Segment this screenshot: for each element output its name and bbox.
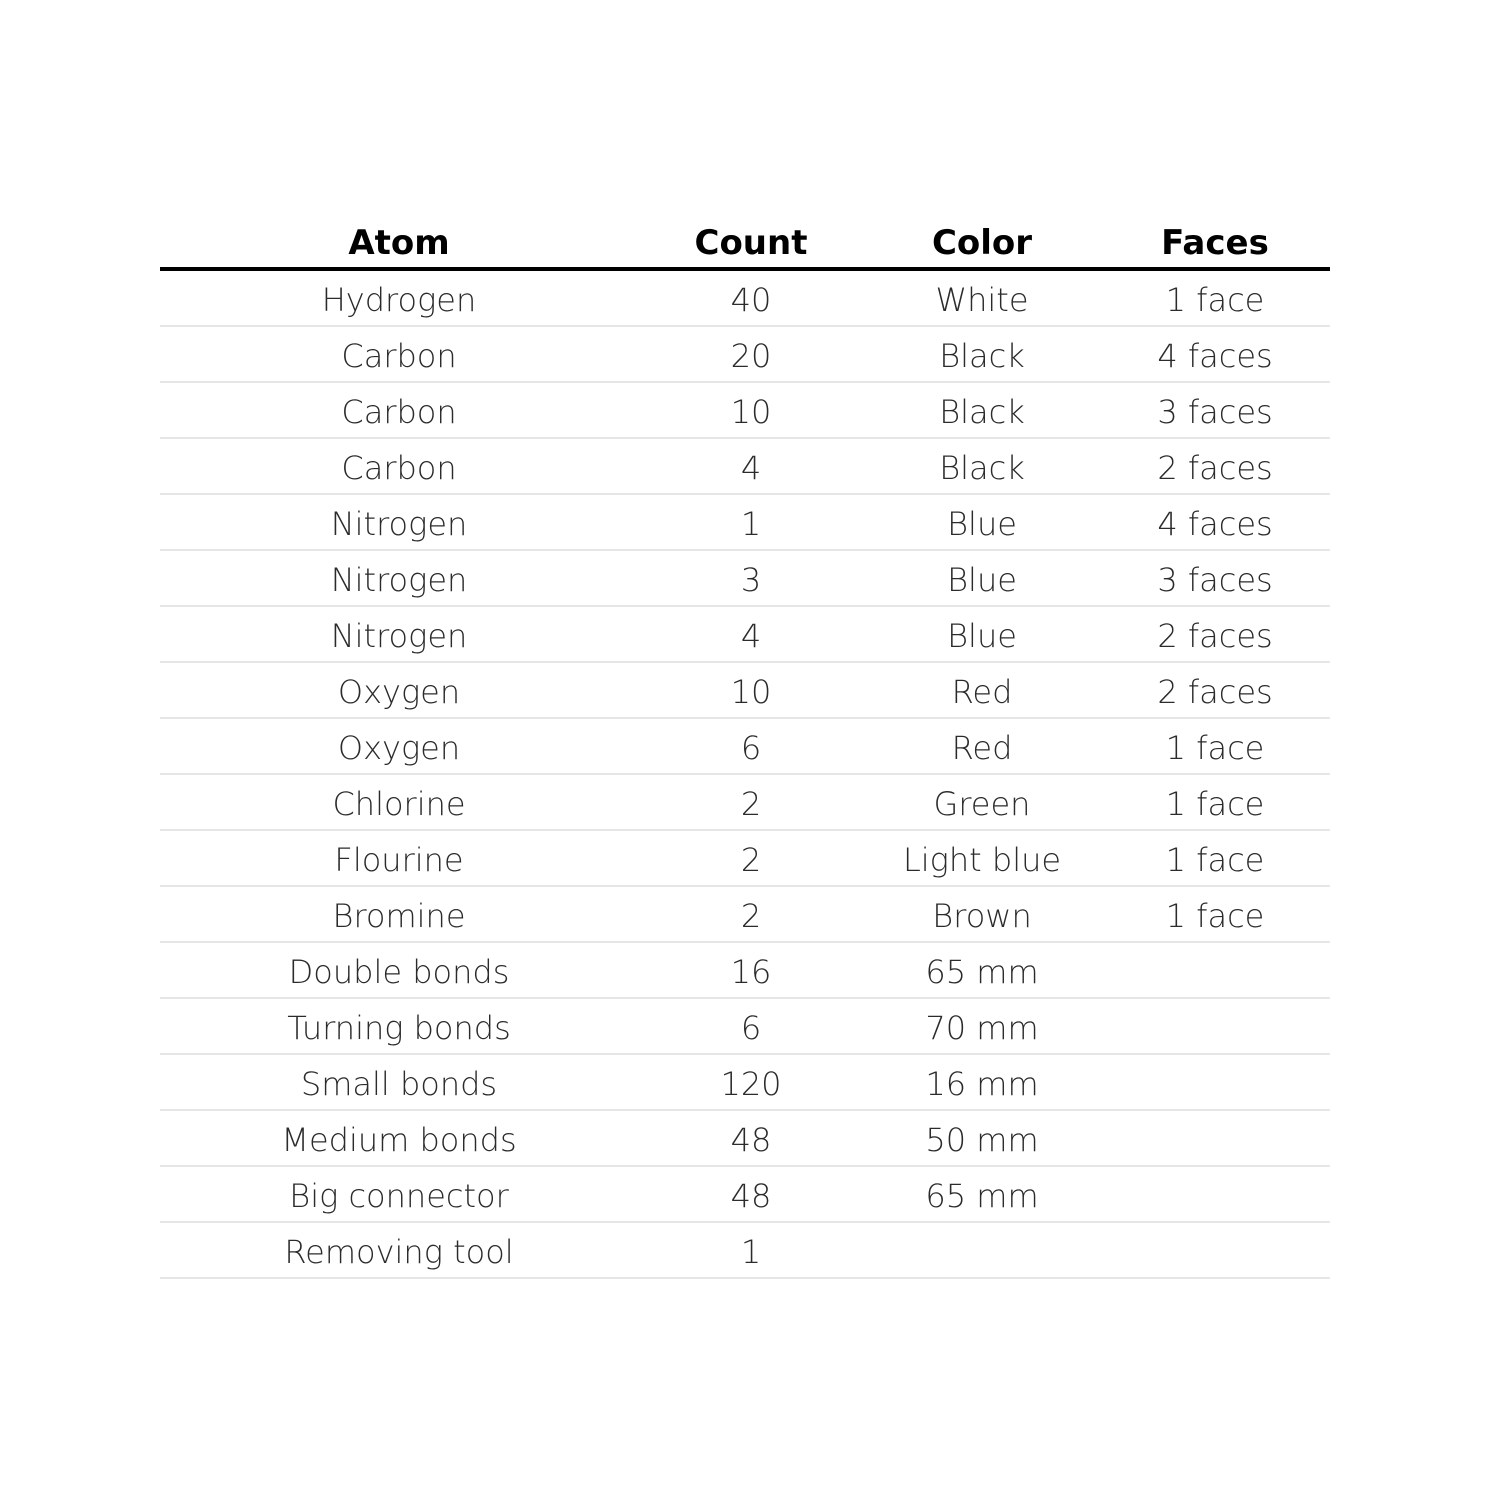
cell-faces [1100, 999, 1330, 1053]
cell-atom: Flourine [334, 841, 464, 879]
table-header-row [160, 215, 1330, 271]
cell-faces: 3 faces [1157, 561, 1273, 599]
cell-count: 10 [730, 393, 772, 431]
cell-color: Blue [947, 617, 1017, 655]
header-atom: Atom [348, 223, 450, 263]
cell-faces [1100, 1167, 1330, 1221]
table-row [160, 999, 1330, 1055]
cell-faces: 1 face [1165, 281, 1265, 319]
cell-count: 48 [730, 1177, 772, 1215]
cell-count: 40 [730, 281, 772, 319]
cell-count: 3 [740, 561, 762, 599]
table-row [160, 1055, 1330, 1111]
cell-faces: 1 face [1165, 897, 1265, 935]
cell-faces: 1 face [1165, 729, 1265, 767]
cell-color: 50 mm [925, 1121, 1039, 1159]
cell-atom: Nitrogen [330, 617, 468, 655]
cell-color: Black [939, 337, 1025, 375]
table-row [160, 1223, 1330, 1279]
cell-count: 20 [730, 337, 772, 375]
cell-color [864, 1223, 1100, 1277]
table-row [160, 831, 1330, 887]
cell-faces: 4 faces [1157, 505, 1273, 543]
cell-atom: Big connector [289, 1177, 509, 1215]
table-row [160, 663, 1330, 719]
cell-color: Blue [947, 561, 1017, 599]
cell-count: 6 [740, 1009, 762, 1047]
cell-faces: 2 faces [1157, 449, 1273, 487]
table-row [160, 1167, 1330, 1223]
table-row [160, 271, 1330, 327]
cell-faces [1100, 1111, 1330, 1165]
parts-table [160, 215, 1330, 1279]
cell-atom: Carbon [341, 393, 457, 431]
header-faces: Faces [1161, 223, 1269, 263]
cell-atom: Turning bonds [287, 1009, 511, 1047]
header-count: Count [694, 223, 808, 263]
cell-count: 2 [740, 897, 762, 935]
cell-count: 1 [740, 1233, 762, 1271]
cell-count: 2 [740, 841, 762, 879]
cell-color: Black [939, 393, 1025, 431]
cell-color: 70 mm [925, 1009, 1039, 1047]
cell-atom: Medium bonds [281, 1121, 517, 1159]
table-row [160, 719, 1330, 775]
cell-count: 4 [740, 617, 762, 655]
table-row [160, 775, 1330, 831]
table-row [160, 607, 1330, 663]
cell-count: 2 [740, 785, 762, 823]
cell-atom: Nitrogen [330, 561, 468, 599]
cell-count: 4 [740, 449, 762, 487]
table-row [160, 383, 1330, 439]
table-row [160, 887, 1330, 943]
cell-color: Red [951, 729, 1013, 767]
table-row [160, 551, 1330, 607]
cell-color: 65 mm [925, 1177, 1039, 1215]
cell-atom: Carbon [341, 337, 457, 375]
cell-count: 16 [730, 953, 772, 991]
cell-color: Brown [932, 897, 1032, 935]
cell-color: Green [933, 785, 1031, 823]
cell-atom: Double bonds [288, 953, 510, 991]
cell-atom: Nitrogen [330, 505, 468, 543]
header-color: Color [931, 223, 1033, 263]
cell-atom: Removing tool [284, 1233, 514, 1271]
table-row [160, 1111, 1330, 1167]
cell-color: Blue [947, 505, 1017, 543]
cell-atom: Chlorine [332, 785, 466, 823]
cell-faces: 2 faces [1157, 673, 1273, 711]
cell-color: Red [951, 673, 1013, 711]
cell-color: Black [939, 449, 1025, 487]
cell-faces: 1 face [1165, 841, 1265, 879]
cell-faces [1100, 1055, 1330, 1109]
cell-atom: Carbon [341, 449, 457, 487]
table-row [160, 327, 1330, 383]
cell-faces [1100, 1223, 1330, 1277]
cell-atom: Hydrogen [321, 281, 477, 319]
cell-atom: Oxygen [337, 673, 461, 711]
cell-color: White [935, 281, 1029, 319]
cell-faces: 2 faces [1157, 617, 1273, 655]
table-row [160, 439, 1330, 495]
cell-color: 65 mm [925, 953, 1039, 991]
cell-faces [1100, 943, 1330, 997]
cell-faces: 1 face [1165, 785, 1265, 823]
cell-color: 16 mm [925, 1065, 1039, 1103]
table-row [160, 495, 1330, 551]
cell-count: 120 [720, 1065, 782, 1103]
table-row [160, 943, 1330, 999]
cell-count: 48 [730, 1121, 772, 1159]
cell-atom: Bromine [332, 897, 466, 935]
cell-count: 1 [740, 505, 762, 543]
cell-atom: Small bonds [300, 1065, 498, 1103]
cell-color: Light blue [902, 841, 1062, 879]
cell-faces: 3 faces [1157, 393, 1273, 431]
cell-faces: 4 faces [1157, 337, 1273, 375]
cell-count: 10 [730, 673, 772, 711]
cell-count: 6 [740, 729, 762, 767]
cell-atom: Oxygen [337, 729, 461, 767]
